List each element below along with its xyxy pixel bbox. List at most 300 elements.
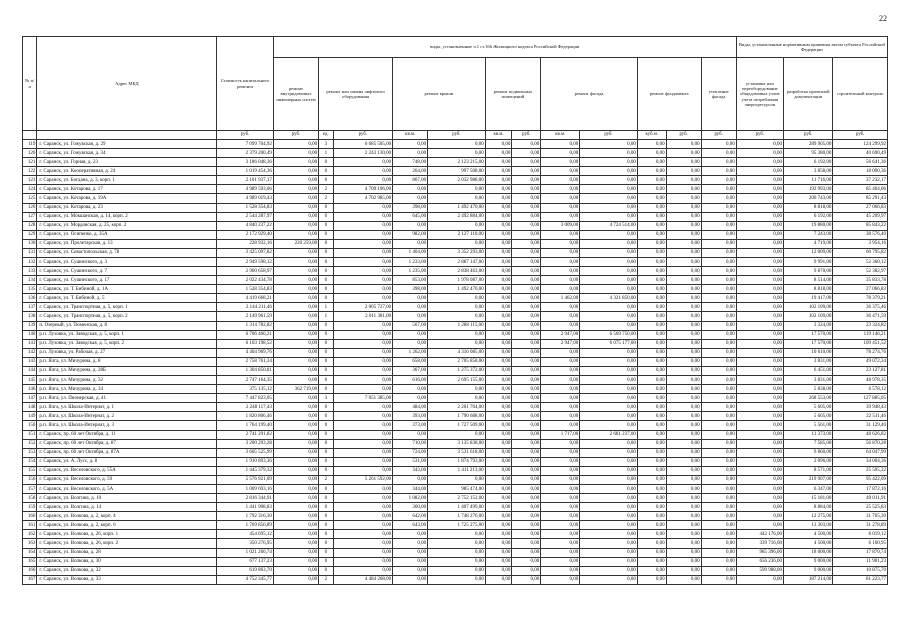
facade-cost-cell: 4 724 514,00 (580, 221, 638, 230)
facade-cost-cell: 0,00 (580, 548, 638, 557)
total-cost-cell: 2 022 434,78 (217, 276, 274, 285)
elevator-cost-cell: 0,00 (333, 512, 393, 521)
design-cost-cell: 5 561,00 (783, 421, 832, 430)
meters-cost-cell: 0,00 (736, 439, 783, 448)
foundation-cost-cell: 0,00 (666, 448, 701, 457)
design-cost-cell: 219 907,00 (783, 475, 832, 484)
systems-cost-cell: 0,00 (273, 394, 318, 403)
foundation-cost-cell: 0,00 (666, 149, 701, 158)
unit-cell: руб. (783, 131, 832, 140)
elevator-cost-cell: 0,00 (333, 484, 393, 493)
roof-cost-cell: 997 508,00 (428, 167, 486, 176)
elevator-count-cell: 0 (319, 439, 333, 448)
address-cell: г. Саранск, ул. Кооперативная, д. 24 (37, 167, 217, 176)
foundation-cost-cell: 0,00 (666, 258, 701, 267)
control-cost-cell: 60 795,82 (833, 248, 888, 257)
insulation-cost-cell: 0,00 (701, 421, 736, 430)
basement-area-cell: 0,00 (485, 430, 512, 439)
foundation-volume-cell: 0,00 (637, 475, 666, 484)
systems-cost-cell: 0,00 (273, 230, 318, 239)
table-row (23, 484, 888, 493)
row-number-cell: 149 (23, 412, 37, 421)
meters-cost-cell: 0,00 (736, 267, 783, 276)
table-row (23, 357, 888, 366)
basement-cost-cell: 0,00 (512, 357, 541, 366)
roof-area-cell: 1 082,00 (393, 494, 428, 503)
roof-area-cell: 0,00 (393, 303, 428, 312)
address-cell: г. Саранск, ул. Транспортная, д. 5, корп. 1 (37, 303, 217, 312)
row-number-cell: 132 (23, 258, 37, 267)
elevator-cost-cell: 0,00 (333, 294, 393, 303)
elevator-cost-cell: 0,00 (333, 348, 393, 357)
address-cell: г. Саранск, ул. Т. Бибиной, д. 5 (37, 294, 217, 303)
facade-area-cell: 0,00 (541, 321, 580, 330)
facade-area-cell: 0,00 (541, 557, 580, 566)
table-row (23, 503, 888, 512)
elevator-cost-cell: 4 702 985,00 (333, 194, 393, 203)
roof-cost-cell: 2 123 215,00 (428, 158, 486, 167)
foundation-volume-cell: 0,00 (637, 230, 666, 239)
row-number-cell: 153 (23, 448, 37, 457)
foundation-cost-cell: 0,00 (666, 276, 701, 285)
facade-area-cell: 0,00 (541, 376, 580, 385)
elevator-count-cell: 0 (319, 203, 333, 212)
basement-cost-cell: 0,00 (512, 248, 541, 257)
basement-cost-cell: 0,00 (512, 167, 541, 176)
meters-cost-cell: 0,00 (736, 512, 783, 521)
elevator-count-cell: 0 (319, 457, 333, 466)
foundation-volume-cell: 0,00 (637, 303, 666, 312)
table-row (23, 212, 888, 221)
systems-cost-cell: 220 259,00 (273, 239, 318, 248)
facade-area-cell: 0,00 (541, 203, 580, 212)
systems-cost-cell: 0,00 (273, 412, 318, 421)
systems-cost-cell: 0,00 (273, 430, 318, 439)
facade-area-cell: 0,00 (541, 530, 580, 539)
facade-cost-cell: 2 681 237,00 (580, 430, 638, 439)
row-number-cell: 152 (23, 439, 37, 448)
roof-area-cell: 0,00 (393, 475, 428, 484)
header-meters: установка или переоборудование общедомовых узлов учета потребления энергоресурсов (736, 58, 783, 131)
foundation-volume-cell: 0,00 (637, 194, 666, 203)
table-row (23, 521, 888, 530)
address-cell: г. Саранск, ул. Волкова, д. 26, корп. 1 (37, 530, 217, 539)
elevator-count-cell: 1 (319, 303, 333, 312)
design-cost-cell: 8 884,00 (783, 503, 832, 512)
systems-cost-cell: 0,00 (273, 149, 318, 158)
design-cost-cell: 17 570,00 (783, 330, 832, 339)
elevator-cost-cell: 0,00 (333, 521, 393, 530)
basement-cost-cell: 0,00 (512, 149, 541, 158)
foundation-cost-cell: 0,00 (666, 539, 701, 548)
meters-cost-cell: 0,00 (736, 366, 783, 375)
facade-cost-cell: 0,00 (580, 457, 638, 466)
meters-cost-cell: 339 716,00 (736, 539, 783, 548)
total-cost-cell: 375 135,12 (217, 385, 274, 394)
systems-cost-cell: 0,00 (273, 539, 318, 548)
foundation-cost-cell: 0,00 (666, 203, 701, 212)
basement-area-cell: 0,00 (485, 276, 512, 285)
unit-cell: руб. (833, 131, 888, 140)
foundation-cost-cell: 0,00 (666, 294, 701, 303)
roof-cost-cell: 0,00 (428, 548, 486, 557)
control-cost-cell: 95 422,09 (833, 475, 888, 484)
basement-cost-cell: 0,00 (512, 339, 541, 348)
unit-blank (23, 131, 37, 140)
foundation-volume-cell: 0,00 (637, 566, 666, 575)
systems-cost-cell: 0,00 (273, 221, 318, 230)
roof-area-cell: 0,00 (393, 221, 428, 230)
row-number-cell: 130 (23, 239, 37, 248)
meters-cost-cell: 0,00 (736, 221, 783, 230)
basement-area-cell: 0,00 (485, 503, 512, 512)
table-row (23, 303, 888, 312)
basement-cost-cell: 0,00 (512, 548, 541, 557)
control-cost-cell: 25 595,32 (833, 466, 888, 475)
elevator-cost-cell: 0,00 (333, 466, 393, 475)
elevator-cost-cell: 0,00 (333, 530, 393, 539)
facade-cost-cell: 0,00 (580, 376, 638, 385)
control-cost-cell: 52 360,12 (833, 258, 888, 267)
basement-cost-cell: 0,00 (512, 430, 541, 439)
systems-cost-cell: 0,00 (273, 357, 318, 366)
roof-cost-cell: 2 492 884,00 (428, 212, 486, 221)
insulation-cost-cell: 0,00 (701, 385, 736, 394)
design-cost-cell: 8 571,00 (783, 466, 832, 475)
basement-cost-cell: 0,00 (512, 385, 541, 394)
elevator-count-cell: 0 (319, 403, 333, 412)
control-cost-cell: 6 160,95 (833, 539, 888, 548)
meters-cost-cell: 0,00 (736, 239, 783, 248)
control-cost-cell: 109 451,52 (833, 339, 888, 348)
foundation-volume-cell: 0,00 (637, 239, 666, 248)
systems-cost-cell: 0,00 (273, 575, 318, 584)
foundation-cost-cell: 0,00 (666, 267, 701, 276)
roof-area-cell: 343,00 (393, 466, 428, 475)
roof-area-cell: 616,00 (393, 376, 428, 385)
total-cost-cell: 1 441 908,83 (217, 503, 274, 512)
meters-cost-cell: 0,00 (736, 258, 783, 267)
basement-cost-cell: 0,00 (512, 239, 541, 248)
facade-cost-cell: 0,00 (580, 484, 638, 493)
facade-area-cell: 0,00 (541, 548, 580, 557)
elevator-cost-cell: 0,00 (333, 557, 393, 566)
design-cost-cell: 11 373,00 (783, 430, 832, 439)
row-number-cell: 146 (23, 385, 37, 394)
roof-area-cell: 264,00 (393, 167, 428, 176)
facade-cost-cell: 0,00 (580, 267, 638, 276)
total-cost-cell: 2 747 164,35 (217, 376, 274, 385)
facade-cost-cell: 0,00 (580, 512, 638, 521)
elevator-cost-cell: 7 051 385,00 (333, 394, 393, 403)
facade-cost-cell: 0,00 (580, 203, 638, 212)
control-cost-cell: 17 870,74 (833, 548, 888, 557)
foundation-volume-cell: 0,00 (637, 312, 666, 321)
roof-area-cell: 1 262,00 (393, 348, 428, 357)
unit-cell: кв.м. (485, 131, 512, 140)
roof-area-cell: 0,00 (393, 149, 428, 158)
address-cell: р.п. Ялга, ул. Мичурина, д. 34 (37, 385, 217, 394)
systems-cost-cell: 0,00 (273, 140, 318, 149)
roof-area-cell: 484,00 (393, 403, 428, 412)
roof-area-cell: 853,00 (393, 276, 428, 285)
basement-cost-cell: 0,00 (512, 494, 541, 503)
elevator-cost-cell: 0,00 (333, 258, 393, 267)
basement-area-cell: 0,00 (485, 167, 512, 176)
facade-area-cell: 0,00 (541, 385, 580, 394)
elevator-count-cell: 0 (319, 512, 333, 521)
foundation-cost-cell: 0,00 (666, 239, 701, 248)
foundation-volume-cell: 0,00 (637, 412, 666, 421)
table-body (23, 140, 888, 585)
row-number-cell: 127 (23, 212, 37, 221)
elevator-count-cell: 0 (319, 230, 333, 239)
meters-cost-cell: 0,00 (736, 466, 783, 475)
table-row (23, 276, 888, 285)
systems-cost-cell: 0,00 (273, 312, 318, 321)
roof-area-cell: 658,00 (393, 357, 428, 366)
elevator-count-cell: 0 (319, 366, 333, 375)
elevator-cost-cell: 0,00 (333, 230, 393, 239)
meters-cost-cell: 0,00 (736, 503, 783, 512)
meters-cost-cell: 0,00 (736, 403, 783, 412)
systems-cost-cell: 0,00 (273, 330, 318, 339)
roof-area-cell: 643,00 (393, 521, 428, 530)
total-cost-cell: 2 248 117,43 (217, 403, 274, 412)
table-header (23, 37, 888, 140)
table-row (23, 185, 888, 194)
basement-area-cell: 0,00 (485, 530, 512, 539)
elevator-cost-cell: 0,00 (333, 176, 393, 185)
foundation-cost-cell: 0,00 (666, 548, 701, 557)
basement-area-cell: 0,00 (485, 158, 512, 167)
facade-area-cell: 0,00 (541, 312, 580, 321)
total-cost-cell: 6 103 198,52 (217, 339, 274, 348)
facade-area-cell: 0,00 (541, 457, 580, 466)
roof-cost-cell: 3 352 293,00 (428, 248, 486, 257)
elevator-count-cell: 0 (319, 330, 333, 339)
facade-area-cell: 1 462,00 (541, 294, 580, 303)
basement-cost-cell: 0,00 (512, 185, 541, 194)
basement-cost-cell: 0,00 (512, 475, 541, 484)
basement-area-cell: 0,00 (485, 448, 512, 457)
insulation-cost-cell: 0,00 (701, 248, 736, 257)
insulation-cost-cell: 0,00 (701, 158, 736, 167)
foundation-cost-cell: 0,00 (666, 475, 701, 484)
roof-cost-cell: 1 978 087,00 (428, 276, 486, 285)
facade-area-cell: 0,00 (541, 248, 580, 257)
table-row (23, 330, 888, 339)
row-number-cell: 124 (23, 185, 37, 194)
address-cell: г. Саранск, ул. Веселовского, д. 59 (37, 475, 217, 484)
basement-cost-cell: 0,00 (512, 303, 541, 312)
control-cost-cell: 25 525,83 (833, 503, 888, 512)
basement-area-cell: 0,00 (485, 176, 512, 185)
facade-cost-cell: 0,00 (580, 348, 638, 357)
insulation-cost-cell: 0,00 (701, 167, 736, 176)
basement-area-cell: 0,00 (485, 239, 512, 248)
row-number-cell: 139 (23, 321, 37, 330)
roof-cost-cell: 2 127 110,00 (428, 230, 486, 239)
insulation-cost-cell: 0,00 (701, 303, 736, 312)
foundation-volume-cell: 0,00 (637, 248, 666, 257)
page-number: 22 (879, 14, 887, 23)
basement-cost-cell: 0,00 (512, 503, 541, 512)
basement-cost-cell: 0,00 (512, 321, 541, 330)
elevator-cost-cell: 2 243 130,00 (333, 149, 393, 158)
design-cost-cell: 17 570,00 (783, 339, 832, 348)
foundation-volume-cell: 0,00 (637, 158, 666, 167)
insulation-cost-cell: 0,00 (701, 503, 736, 512)
row-number-cell: 126 (23, 203, 37, 212)
basement-area-cell: 0,00 (485, 248, 512, 257)
control-cost-cell: 31 129,40 (833, 421, 888, 430)
insulation-cost-cell: 0,00 (701, 566, 736, 575)
address-cell: г. Саранск, ул. Волгина, д. 14 (37, 503, 217, 512)
facade-area-cell: 0,00 (541, 357, 580, 366)
systems-cost-cell: 0,00 (273, 557, 318, 566)
table-row (23, 221, 888, 230)
insulation-cost-cell: 0,00 (701, 348, 736, 357)
roof-area-cell: 1 235,00 (393, 267, 428, 276)
table-row (23, 466, 888, 475)
foundation-volume-cell: 0,00 (637, 385, 666, 394)
total-cost-cell: 1 910 893,36 (217, 457, 274, 466)
foundation-volume-cell: 0,00 (637, 557, 666, 566)
address-cell: р.п. Ялга, ул. Мичурина, д. 32 (37, 376, 217, 385)
systems-cost-cell: 362 719,00 (273, 385, 318, 394)
address-cell: г. Саранск, ул. Мордовская, д. 25, корп. 2 (37, 221, 217, 230)
meters-cost-cell: 599 988,00 (736, 566, 783, 575)
control-cost-cell: 85 843,22 (833, 221, 888, 230)
roof-cost-cell: 0,00 (428, 294, 486, 303)
elevator-count-cell: 0 (319, 530, 333, 539)
systems-cost-cell: 0,00 (273, 457, 318, 466)
basement-area-cell: 0,00 (485, 285, 512, 294)
facade-cost-cell: 0,00 (580, 530, 638, 539)
roof-cost-cell: 1 288 115,00 (428, 321, 486, 330)
facade-cost-cell: 0,00 (580, 285, 638, 294)
elevator-count-cell: 0 (319, 376, 333, 385)
design-cost-cell: 4 719,00 (783, 239, 832, 248)
table-row (23, 339, 888, 348)
elevator-cost-cell: 0,00 (333, 457, 393, 466)
elevator-count-cell: 2 (319, 194, 333, 203)
roof-cost-cell: 1 790 688,00 (428, 412, 486, 421)
roof-area-cell: 531,00 (393, 457, 428, 466)
table-row (23, 548, 888, 557)
foundation-volume-cell: 0,00 (637, 167, 666, 176)
roof-area-cell: 367,00 (393, 366, 428, 375)
total-cost-cell: 2 741 291,82 (217, 430, 274, 439)
insulation-cost-cell: 0,00 (701, 530, 736, 539)
total-cost-cell: 7 099 704,92 (217, 140, 274, 149)
total-cost-cell: 1 764 199,40 (217, 421, 274, 430)
foundation-volume-cell: 0,00 (637, 140, 666, 149)
row-number-cell: 140 (23, 330, 37, 339)
basement-cost-cell: 0,00 (512, 366, 541, 375)
roof-cost-cell: 1 874 793,00 (428, 457, 486, 466)
address-cell: г. Саранск, пр. 60 лет Октября, д. 87 (37, 439, 217, 448)
basement-area-cell: 0,00 (485, 566, 512, 575)
control-cost-cell: 23 127,81 (833, 366, 888, 375)
header-basement: ремонт подвальных помещений (485, 58, 541, 131)
address-cell: г. Саранск, ул. Веселовского, д. 55А (37, 466, 217, 475)
control-cost-cell: 34 004,36 (833, 457, 888, 466)
design-cost-cell: 3 858,00 (783, 167, 832, 176)
facade-cost-cell: 0,00 (580, 321, 638, 330)
address-cell: г. Саранск, ул. Сушинского, д. 7 (37, 267, 217, 276)
basement-cost-cell: 0,00 (512, 539, 541, 548)
address-cell: г. Саранск, ул. Волкова, д. 30 (37, 557, 217, 566)
meters-cost-cell: 0,00 (736, 149, 783, 158)
meters-cost-cell: 442 176,00 (736, 530, 783, 539)
basement-area-cell: 0,00 (485, 194, 512, 203)
basement-cost-cell: 0,00 (512, 276, 541, 285)
facade-cost-cell: 0,00 (580, 521, 638, 530)
meters-cost-cell: 0,00 (736, 475, 783, 484)
foundation-cost-cell: 0,00 (666, 176, 701, 185)
basement-cost-cell: 0,00 (512, 203, 541, 212)
roof-area-cell: 982,00 (393, 230, 428, 239)
unit-cell: руб. (333, 131, 393, 140)
address-cell: г. Саранск, ул. Т. Бибиной, д. 1А (37, 285, 217, 294)
control-cost-cell: 10 875,70 (833, 566, 888, 575)
systems-cost-cell: 0,00 (273, 158, 318, 167)
facade-cost-cell: 0,00 (580, 503, 638, 512)
facade-cost-cell: 0,00 (580, 167, 638, 176)
elevator-count-cell: 0 (319, 212, 333, 221)
meters-cost-cell: 656 236,00 (736, 557, 783, 566)
basement-area-cell: 0,00 (485, 140, 512, 149)
control-cost-cell: 6 578,12 (833, 385, 888, 394)
control-cost-cell: 11 901,23 (833, 557, 888, 566)
facade-cost-cell: 0,00 (580, 412, 638, 421)
unit-cell: куб.м. (637, 131, 666, 140)
address-cell: г. Саранск, ул. Котарова, д. 23 (37, 203, 217, 212)
address-cell: г. Саранск, ул. Волгина, д. 10 (37, 494, 217, 503)
roof-cost-cell: 0,00 (428, 185, 486, 194)
control-cost-cell: 17 872,16 (833, 484, 888, 493)
address-cell: р.п. Ялга, ул. Школа-Интернат, д. 1 (37, 403, 217, 412)
roof-cost-cell: 0,00 (428, 430, 486, 439)
elevator-count-cell: 0 (319, 521, 333, 530)
design-cost-cell: 8 818,00 (783, 285, 832, 294)
facade-cost-cell: 4 321 850,00 (580, 294, 638, 303)
elevator-cost-cell: 0,00 (333, 503, 393, 512)
basement-cost-cell: 0,00 (512, 412, 541, 421)
total-cost-cell: 3 200 293,28 (217, 439, 274, 448)
control-cost-cell: 36 471,59 (833, 312, 888, 321)
insulation-cost-cell: 0,00 (701, 448, 736, 457)
design-cost-cell: 6 451,00 (783, 366, 832, 375)
roof-area-cell: 0,00 (393, 530, 428, 539)
table-row (23, 385, 888, 394)
roof-cost-cell: 0,00 (428, 221, 486, 230)
control-cost-cell: 27 066,83 (833, 285, 888, 294)
foundation-cost-cell: 0,00 (666, 221, 701, 230)
design-cost-cell: 12 009,00 (783, 248, 832, 257)
basement-cost-cell: 0,00 (512, 394, 541, 403)
unit-cell: руб. (273, 131, 318, 140)
elevator-count-cell: 0 (319, 258, 333, 267)
row-number-cell: 134 (23, 276, 37, 285)
total-cost-cell: 1 792 316,30 (217, 512, 274, 521)
table-row (23, 294, 888, 303)
elevator-cost-cell: 0,00 (333, 366, 393, 375)
insulation-cost-cell: 0,00 (701, 258, 736, 267)
insulation-cost-cell: 0,00 (701, 330, 736, 339)
